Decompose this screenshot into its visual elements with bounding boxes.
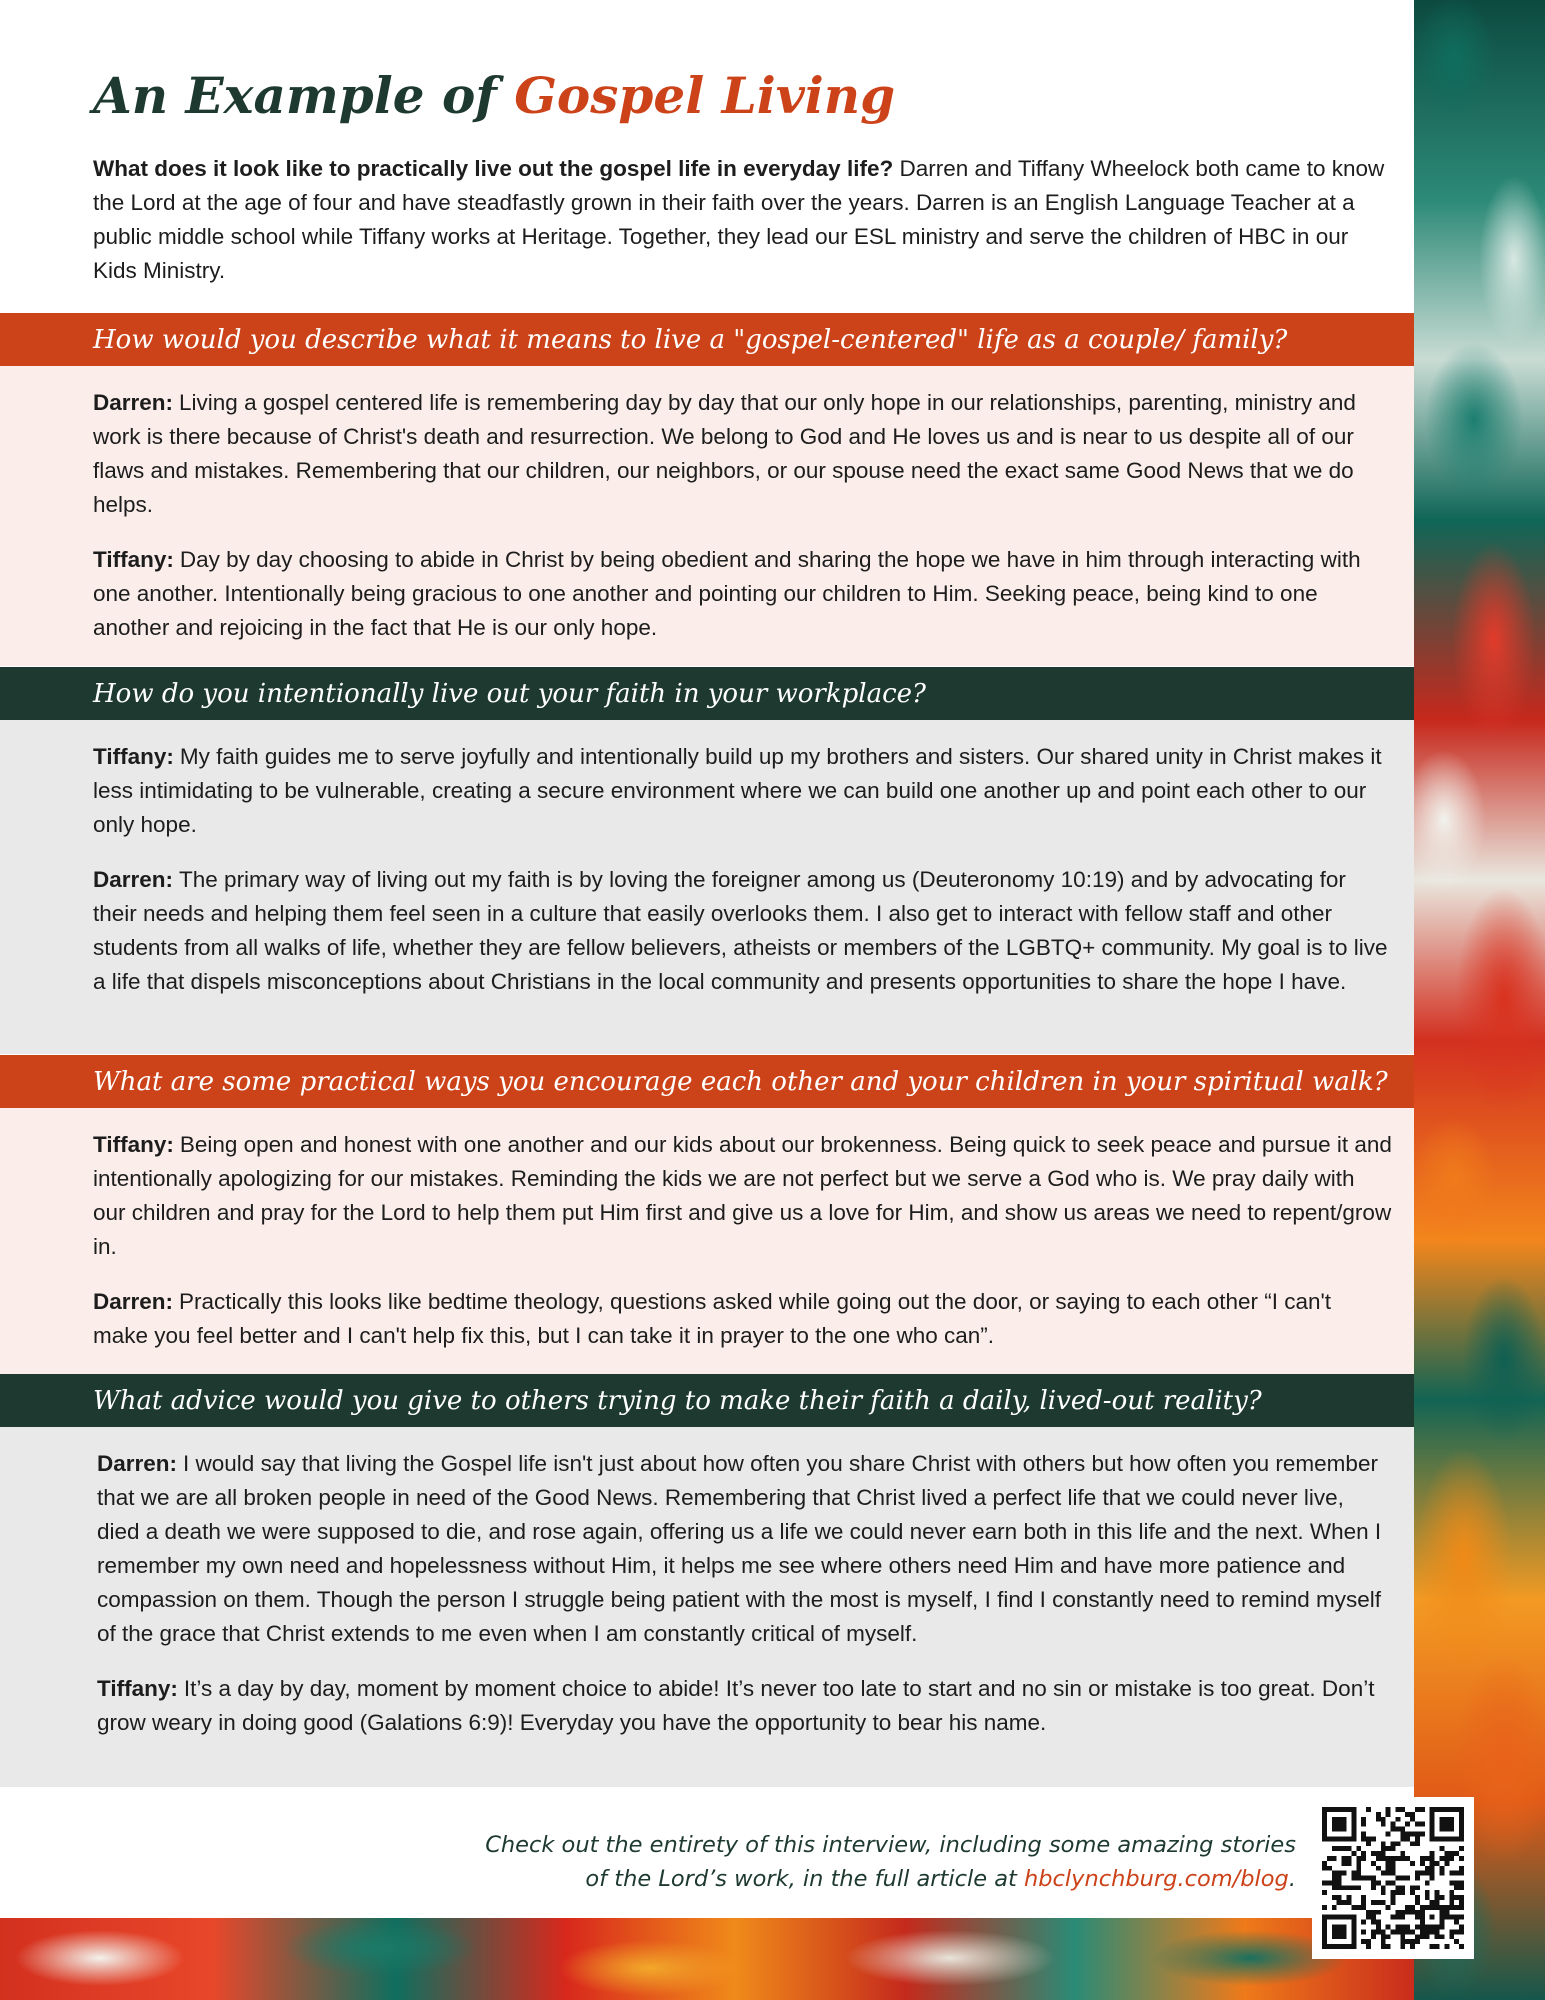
answer-3-darren [93,1285,1392,1353]
qr-code-icon[interactable] [1312,1797,1474,1959]
answer-1-tiffany [93,543,1392,645]
paint-texture-right [1414,0,1545,2000]
title-prefix: An Example of [93,66,515,125]
speaker-label: Darren: [93,1289,174,1314]
question-bar-4 [0,1374,1414,1427]
footer-line-1: Check out the entirety of this interview, including some amazing stories [485,1832,1296,1858]
answer-text: Practically this looks like bedtime theology, questions asked while going out the door, or saying to each other “I can't make you feel better and I can't help fix this, but I can take it in prayer to the one who can”. [93,1289,1332,1348]
speaker-label: Darren: [93,390,174,415]
question-4: What advice would you give to others trying to make their faith a daily, lived-out reality? [93,1385,1262,1416]
footer-line-2-prefix: of the Lord’s work, in the full article at [585,1866,1025,1892]
blog-link[interactable]: hbclynchburg.com/blog [1024,1866,1289,1892]
answer-text: It’s a day by day, moment by moment choice to abide! It’s never too late to start and no sin or mistake is too great. Don’t grow weary in doing good (Galations 6:9)! Everyday you have the opportunity to bear his name. [97,1676,1375,1735]
question-1: How would you describe what it means to live a "gospel-centered" life as a couple/ family? [93,324,1288,355]
answer-1-darren [93,386,1392,522]
question-3: What are some practical ways you encourage each other and your children in your spiritual walk? [93,1066,1388,1097]
answer-panel-2 [0,720,1414,1054]
intro-lead: What does it look like to practically live out the gospel life in everyday life? [93,156,894,181]
question-bar-2 [0,667,1414,720]
question-bar-3 [0,1055,1414,1108]
answer-text: Day by day choosing to abide in Christ by being obedient and sharing the hope we have in him through interacting with one another. Intentionally being gracious to one another and pointing our children to Him. Seeking peace, being kind to one another and rejoicing in the fact that He is our only hope. [93,547,1361,640]
answer-text: Living a gospel centered life is remembering day by day that our only hope in our relationships, parenting, ministry and work is there because of Christ's death and resurrection. We belong to God and He loves us and is near to us despite all of our flaws and mistakes. Remembering that our children, our neighbors, or our spouse need the exact same Good News that we do helps. [93,390,1356,517]
answer-text: Being open and honest with one another and our kids about our brokenness. Being quick to seek peace and pursue it and intentionally apologizing for our mistakes. Reminding the kids we are not perfect but we serve a God who is. We pray daily with our children and pray for the Lord to help them put Him first and give us a love for Him, and show us areas we need to repent/grow in. [93,1132,1392,1259]
footer-note [196,1828,1296,1896]
speaker-label: Tiffany: [97,1676,178,1701]
answer-text: My faith guides me to serve joyfully and intentionally build up my brothers and sisters. Our shared unity in Christ makes it less intimidating to be vulnerable, creating a secure environment where we can build one another up and point each other to our only hope. [93,744,1382,837]
speaker-label: Tiffany: [93,744,174,769]
answer-panel-3 [0,1108,1414,1374]
footer-line-2 [196,1862,1296,1896]
question-2: How do you intentionally live out your faith in your workplace? [93,678,926,709]
answer-panel-1 [0,366,1414,666]
title-accent: Gospel Living [514,66,896,125]
answer-3-tiffany [93,1128,1392,1264]
speaker-label: Tiffany: [93,1132,174,1157]
answer-2-darren [93,863,1392,999]
speaker-label: Tiffany: [93,547,174,572]
answer-2-tiffany [93,740,1392,842]
page-title [93,66,895,126]
question-bar-1 [0,313,1414,366]
intro-paragraph [93,152,1393,288]
answer-4-tiffany [97,1672,1392,1740]
paint-texture-bottom [0,1918,1414,2000]
footer-line-2-suffix: . [1288,1866,1296,1892]
answer-4-darren [97,1447,1392,1651]
answer-text: I would say that living the Gospel life isn't just about how often you share Christ with others but how often you remember that we are all broken people in need of the Good News. Remembering that Christ lived a perfect life that we could never live, died a death we were supposed to die, and rose again, offering us a life we could never earn both in this life and the next. When I remember my own need and hopelessness without Him, it helps me see where others need Him and have more patience and compassion on them. Though the person I struggle being patient with the most is myself, I find I constantly need to remind myself of the grace that Christ extends to me even when I am constantly critical of myself. [97,1451,1382,1646]
speaker-label: Darren: [97,1451,178,1476]
answer-text: The primary way of living out my faith is by loving the foreigner among us (Deuteronomy 10:19) and by advocating for their needs and helping them feel seen in a culture that easily overlooks them. I also get to interact with fellow staff and other students from all walks of life, whether they are fellow believers, atheists or members of the LGBTQ+ community. My goal is to live a life that dispels misconceptions about Christians in the local community and presents opportunities to share the hope I have. [93,867,1388,994]
qr-code-graphic [1322,1807,1464,1949]
speaker-label: Darren: [93,867,174,892]
answer-panel-4 [0,1427,1414,1787]
intro-body: Darren and Tiffany Wheelock both came to know the Lord at the age of four and have steadfastly grown in their faith over the years. Darren is an English Language Teacher at a public middle school while Tiffany works at Heritage. Together, they lead our ESL ministry and serve the children of HBC in our Kids Ministry. [93,156,1385,283]
